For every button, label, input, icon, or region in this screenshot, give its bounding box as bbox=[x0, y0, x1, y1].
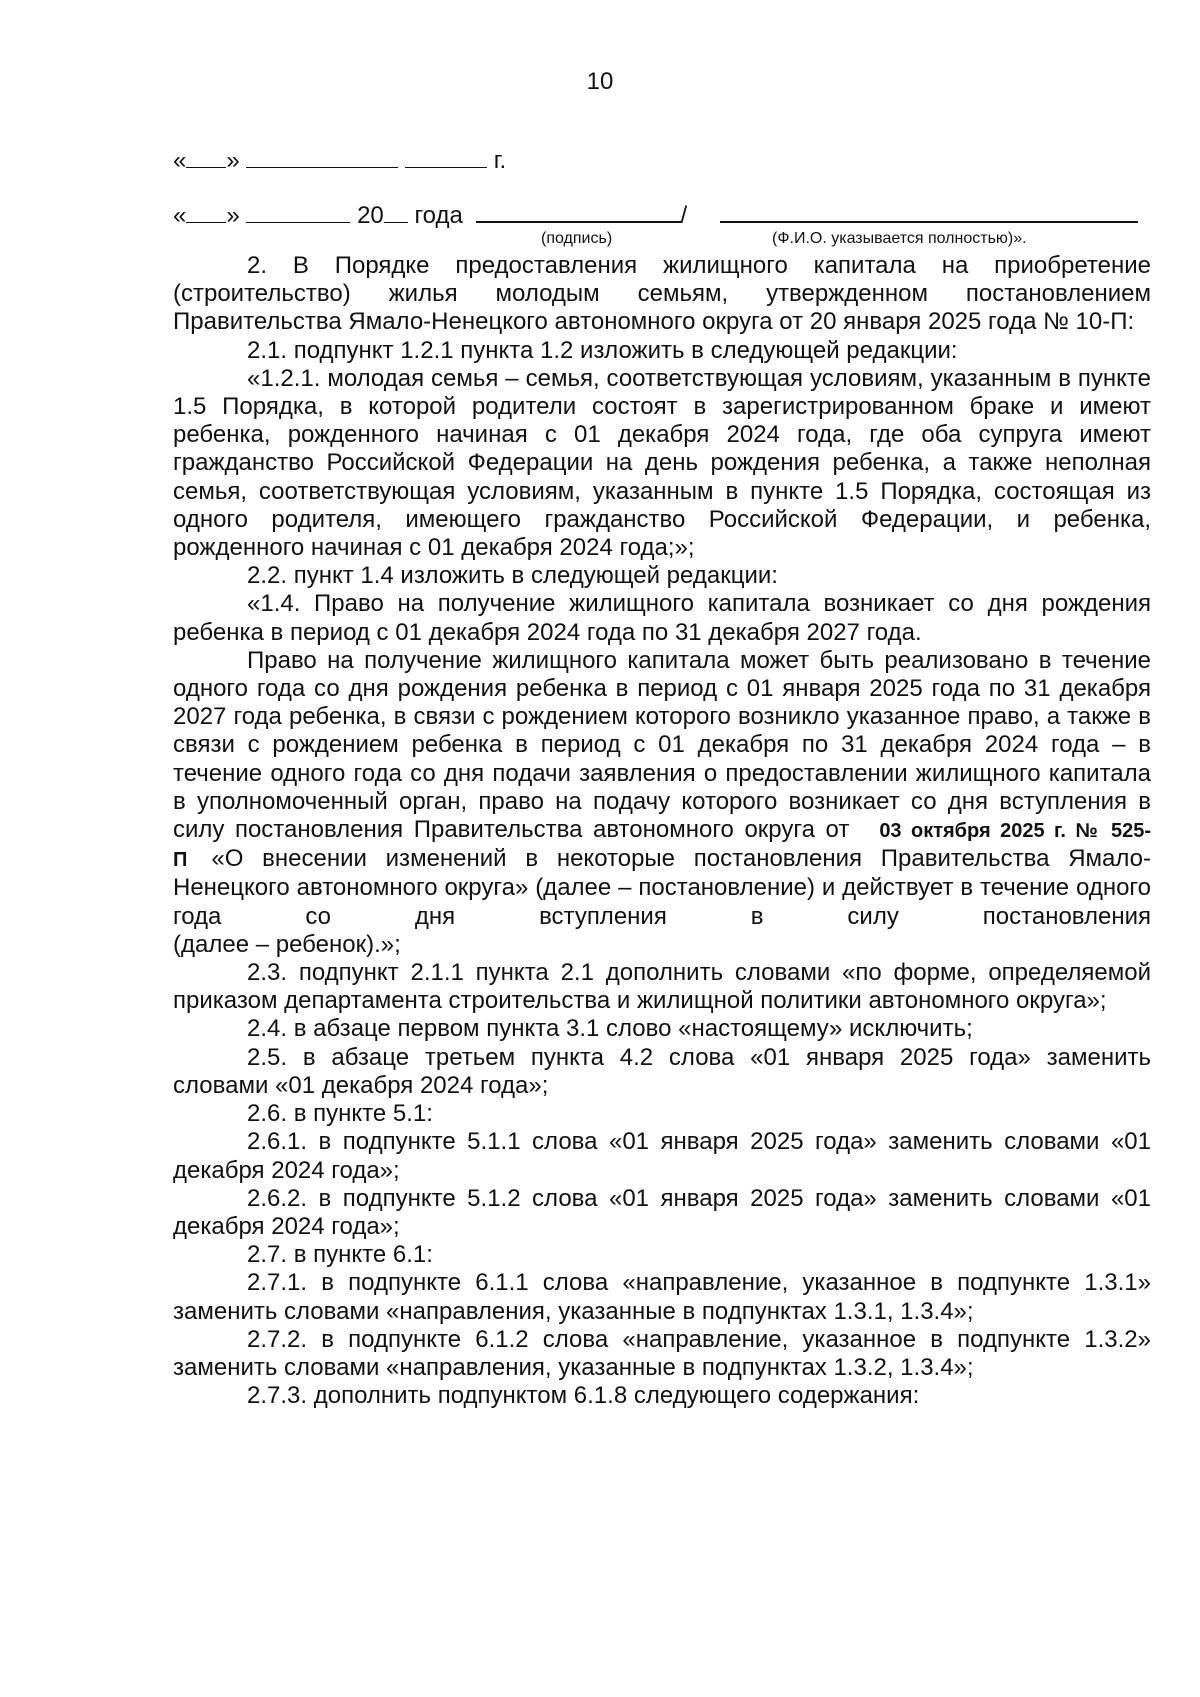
paragraph-2-7: 2.7. в пункте 6.1: bbox=[247, 1241, 433, 1269]
paragraph-2-4: 2.4. в абзаце первом пункта 3.1 слово «настоящему» исключить; bbox=[247, 1015, 973, 1043]
paragraph-2-1: 2.1. подпункт 1.2.1 пункта 1.2 изложить в следующей редакции: bbox=[247, 336, 958, 364]
year-blank bbox=[384, 200, 408, 223]
paragraph-2-6: 2.6. в пункте 5.1: bbox=[247, 1100, 433, 1128]
full-name-blank bbox=[720, 197, 1138, 223]
resolution-reference: 03 октября 2025 г. № 525-П bbox=[173, 820, 1151, 872]
day-blank bbox=[186, 200, 226, 223]
paragraph-1-2-1-text: «1.2.1. молодая семья – семья, соответствующая условиям, указанным в пункте 1.5 Порядка, в которой родители состоят в зарегистрированном браке и имеют ребенка, рожденного начиная с 01 декабря 2024 года, где оба супруга имеют гражданство Российской Федерации на день рождения ребенка, а также неполная семья, соответствующая условиям, указанным в пункте 1.5 Порядка, состоящая из одного родителя, имеющего гражданство Российской Федерации, и ребенка, рожденного начиная с 01 декабря 2024 года;»; bbox=[173, 364, 1151, 562]
year-prefix: 20 bbox=[357, 202, 384, 229]
paragraph-2-5: 2.5. в абзаце третьем пункта 4.2 слова «01 января 2025 года» заменить словами «01 декабря 2024 года»; bbox=[173, 1043, 1151, 1099]
signature-caption: (подпись) bbox=[541, 230, 613, 247]
paragraph-2-6-1: 2.6.1. в подпункте 5.1.1 слова «01 января 2025 года» заменить словами «01 декабря 2024 года»; bbox=[173, 1128, 1151, 1184]
paragraph-2-7-1: 2.7.1. в подпункте 6.1.1 слова «направление, указанное в подпункте 1.3.1» заменить словами «направления, указанные в подпунктах 1.3.1, 1.3.4»; bbox=[173, 1269, 1151, 1325]
slash: / bbox=[680, 202, 688, 229]
document-body bbox=[173, 252, 1151, 1410]
paragraph-2-7-2: 2.7.2. в подпункте 6.1.2 слова «направление, указанное в подпункте 1.3.2» заменить словами «направления, указанные в подпунктах 1.3.2, 1.3.4»; bbox=[173, 1325, 1151, 1381]
paragraph-2-3: 2.3. подпункт 2.1.1 пункта 2.1 дополнить словами «по форме, определяемой приказом департамента строительства и жилищной политики автономного округа»; bbox=[173, 959, 1151, 1015]
quote-close: » bbox=[226, 147, 240, 174]
signature-blank bbox=[476, 197, 681, 223]
paragraph-tail: (далее – ребенок).»; bbox=[173, 930, 401, 958]
month-blank bbox=[246, 200, 350, 223]
paragraph-text: «О внесении изменений в некоторые постановления Правительства Ямало-Ненецкого автономного округа» (далее – постановление) и действует в течение одного года со дня вступления в силу постановления bbox=[173, 845, 1151, 930]
year-word: года bbox=[414, 202, 463, 229]
paragraph-text: Право на получение жилищного капитала может быть реализовано в течение одного года со дня рождения ребенка в период с 01 января 2025 года по 31 декабря 2027 года ребенка, в связи с рождением которого возникло указанное право, а также в связи с рождением ребенка в период с 01 декабря по 31 декабря 2024 года – в течение одного года со дня подачи заявления о предоставлении жилищного капитала в уполномоченный орган, право на подачу которого возникает со дня вступления в силу постановления Правительства автономного округа от bbox=[173, 646, 1151, 844]
year-suffix: г. bbox=[493, 147, 507, 174]
date-field-line bbox=[173, 145, 1151, 176]
day-blank bbox=[186, 145, 226, 168]
paragraph-2-7-3: 2.7.3. дополнить подпунктом 6.1.8 следующего содержания: bbox=[247, 1382, 920, 1410]
quote-close: » bbox=[226, 202, 240, 229]
month-blank bbox=[246, 145, 398, 168]
paragraph-2-6-2: 2.6.2. в подпункте 5.1.2 слова «01 января 2025 года» заменить словами «01 декабря 2024 года»; bbox=[173, 1184, 1151, 1240]
paragraph-right-realization bbox=[173, 647, 1151, 931]
signature-field-line bbox=[173, 197, 1151, 231]
page-number: 10 bbox=[586, 68, 614, 95]
full-name-caption: (Ф.И.О. указывается полностью)». bbox=[772, 230, 1027, 247]
quote-open: « bbox=[173, 147, 187, 174]
year-blank bbox=[405, 145, 487, 168]
paragraph-2-2: 2.2. пункт 1.4 изложить в следующей редакции: bbox=[247, 562, 778, 590]
paragraph-2: 2. В Порядке предоставления жилищного капитала на приобретение (строительство) жилья молодым семьям, утвержденном постановлением Правительства Ямало-Ненецкого автономного округа от 20 января 2025 года № 10-П: bbox=[173, 252, 1151, 336]
quote-open: « bbox=[173, 202, 187, 229]
paragraph-1-4-text: «1.4. Право на получение жилищного капитала возникает со дня рождения ребенка в период с 01 декабря 2024 года по 31 декабря 2027 года. bbox=[173, 590, 1151, 646]
